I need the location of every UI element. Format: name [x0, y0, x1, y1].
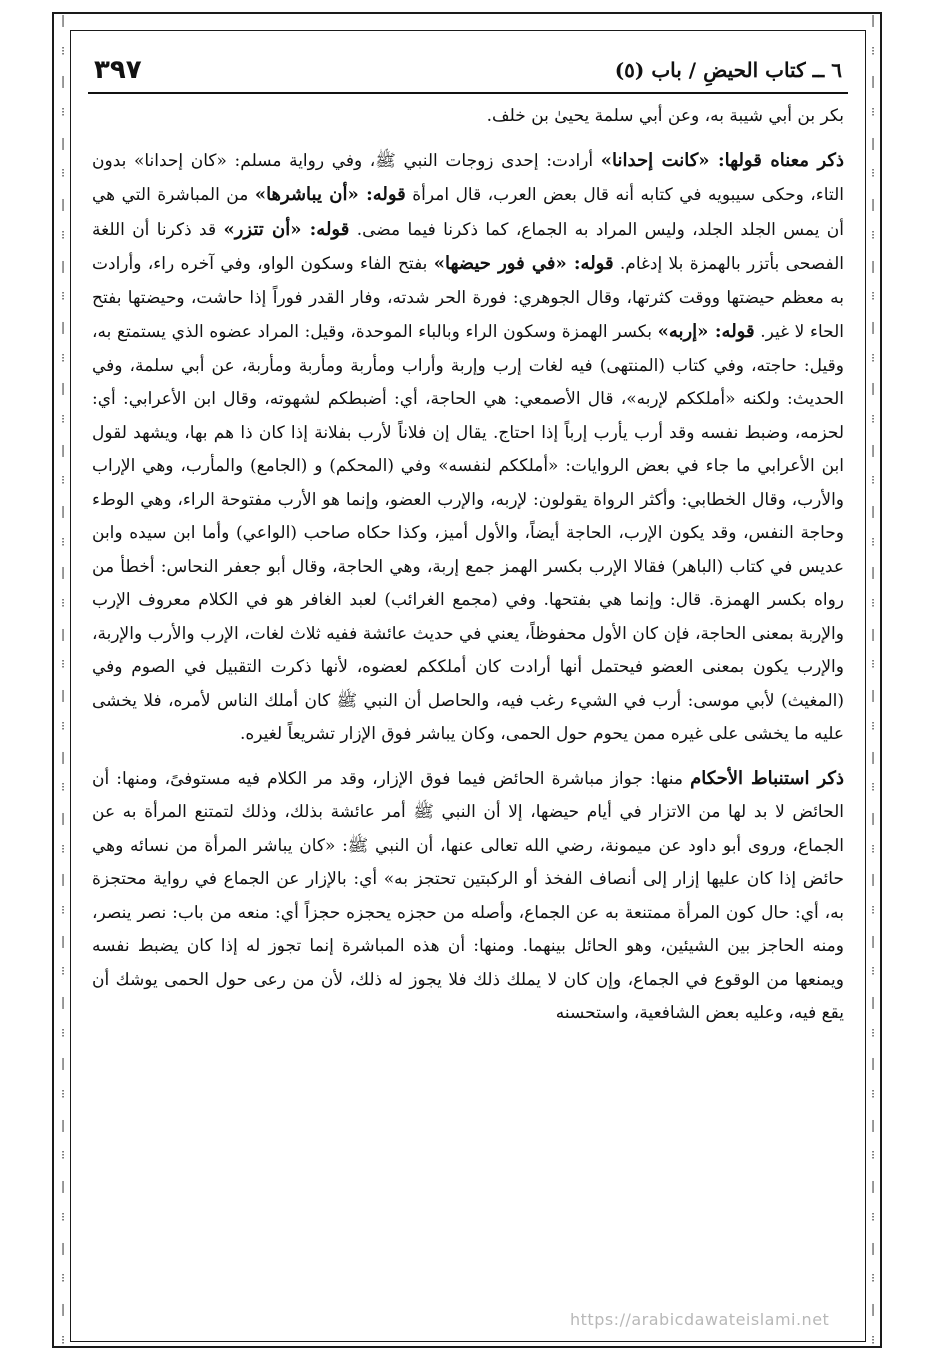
- border-ornament-mark: ❘: [57, 442, 69, 457]
- border-ornament-mark: ⁝: [871, 718, 875, 733]
- border-ornament-mark: ❘: [867, 319, 879, 334]
- border-ornament-mark: ❘: [867, 197, 879, 212]
- text-segment: أرادت: إحدى زوجات النبي ﷺ، وفي رواية مسلم: «كان إحدانا» بدون التاء، وحكى سيبويه في كتابه أنه قال بعض العرب، قال امرأة: [92, 150, 844, 205]
- border-ornament-mark: ❘: [867, 872, 879, 887]
- border-ornament-mark: ❘: [867, 1056, 879, 1071]
- border-ornament-mark: ❘: [57, 504, 69, 518]
- border-ornament-mark: ⁝: [61, 1209, 65, 1224]
- border-ornament-mark: ❘: [57, 810, 69, 825]
- border-ornament-mark: ⁝: [61, 105, 65, 120]
- border-ornament-mark: ⁝: [871, 1209, 875, 1224]
- border-ornament-mark: ❘: [57, 197, 69, 212]
- border-ornament-mark: ⁝: [871, 841, 875, 856]
- paragraph-p2: [92, 144, 844, 752]
- border-ornament-mark: ❘: [867, 381, 879, 396]
- border-ornament-mark: ⁝: [61, 964, 65, 979]
- border-ornament-mark: ⁝: [61, 718, 65, 733]
- border-ornament-mark: ⁝: [871, 350, 875, 365]
- border-ornament-mark: ❘: [57, 1301, 69, 1316]
- border-ornament-mark: ⁝: [871, 105, 875, 120]
- right-border-ornament: [866, 14, 880, 1346]
- border-ornament-mark: ❘: [867, 626, 879, 641]
- heading-keyword: قوله: «أن تتزر»: [223, 218, 350, 240]
- border-ornament-mark: ❘: [867, 688, 879, 703]
- border-ornament-mark: ⁝: [871, 534, 875, 549]
- border-ornament-mark: ⁝: [61, 534, 65, 549]
- border-ornament-mark: ⁝: [61, 657, 65, 672]
- border-ornament-mark: ❘: [57, 319, 69, 334]
- border-ornament-mark: ⁝: [871, 1271, 875, 1286]
- border-ornament-mark: ⁝: [61, 166, 65, 181]
- border-ornament-mark: ⁝: [61, 43, 65, 58]
- border-ornament-mark: ❘: [57, 565, 69, 580]
- left-border-ornament: [56, 14, 70, 1346]
- border-ornament-mark: ❘: [867, 1301, 879, 1316]
- border-ornament-mark: ⁝: [871, 289, 875, 304]
- watermark-url: https://arabicdawateislami.net: [570, 1310, 830, 1329]
- border-ornament-mark: ❘: [867, 1179, 879, 1194]
- border-ornament-mark: ❘: [867, 74, 879, 89]
- border-ornament-mark: ❘: [867, 995, 879, 1009]
- border-ornament-mark: ⁝: [871, 902, 875, 917]
- border-ornament-mark: ⁝: [871, 780, 875, 795]
- border-ornament-mark: ❘: [867, 565, 879, 580]
- border-ornament-mark: ⁝: [871, 657, 875, 672]
- border-ornament-mark: ⁝: [871, 227, 875, 242]
- border-ornament-mark: ⁝: [61, 289, 65, 304]
- border-ornament-mark: ❘: [867, 1240, 879, 1255]
- border-ornament-mark: ❘: [57, 13, 69, 27]
- border-ornament-mark: ⁝: [61, 1087, 65, 1102]
- border-ornament-mark: ⁝: [61, 1332, 65, 1347]
- heading-keyword: ذكر معناه قولها: «كانت إحدانا»: [600, 149, 844, 171]
- border-ornament-mark: ⁝: [871, 1087, 875, 1102]
- border-ornament-mark: ⁝: [871, 1025, 875, 1040]
- heading-keyword: قوله: «في فور حيضها»: [433, 253, 614, 274]
- border-ornament-mark: ⁝: [871, 596, 875, 611]
- border-ornament-mark: ❘: [57, 749, 69, 764]
- text-segment: منها: جواز مباشرة الحائض فيما فوق الإزار، وقد مر الكلام فيه مستوفىً، ومنها: أن الحائض لا بد لها من الاتزار في أيام حيضها، إلا أن النبي ﷺ أمر عائشة بذلك، وذلك لتمتنع المرأة به عن الجماع، وروى أبو داود عن ميمونة، رضي الله تعالى عنها، أن النبي ﷺ: «كان يباشر المرأة من نسائه وهي حائض إذا كان عليها إزار إلى أنصاف الفخذ أو الركبتين تحتجز به» أي: بالإزار عن الجماع في رواية محتجزة به، أي: حال كون المرأة ممتنعة به عن الجماع، وأصله من حجزه يحجزه حجزاً أي: منعه من باب: نصر ينصر، ومنه الحاجز بين الشيئين، وهو الحائل بينهما. ومنها: أن هذه المباشرة إنما تجوز له إذا كان يضبط نفسه ويمنعها من الوقوع في الجماع، وإن كان لا يملك ذلك فلا يجوز له ذلك، لأن من رعى حول الحمى يوشك أن يقع فيه، وعليه بعض الشافعية، واستحسنه: [92, 768, 844, 1023]
- border-ornament-mark: ⁝: [871, 1332, 875, 1347]
- border-ornament-mark: ⁝: [871, 43, 875, 58]
- border-ornament-mark: ❘: [867, 13, 879, 27]
- border-ornament-mark: ⁝: [61, 1271, 65, 1286]
- border-ornament-mark: ❘: [867, 749, 879, 764]
- book-page: [88, 48, 848, 1348]
- border-ornament-mark: ❘: [867, 810, 879, 825]
- border-ornament-mark: ⁝: [61, 473, 65, 488]
- border-ornament-mark: ❘: [867, 258, 879, 273]
- border-ornament-mark: ❘: [57, 381, 69, 396]
- border-ornament-mark: ⁝: [871, 473, 875, 488]
- border-ornament-mark: ⁝: [61, 596, 65, 611]
- border-ornament-mark: ⁝: [61, 902, 65, 917]
- border-ornament-mark: ❘: [867, 135, 879, 150]
- paragraph-p1: [92, 100, 844, 134]
- border-ornament-mark: ⁝: [61, 227, 65, 242]
- border-ornament-mark: ❘: [57, 1240, 69, 1255]
- border-ornament-mark: ⁝: [61, 780, 65, 795]
- text-segment: قد ذكرنا أن اللغة الفصحى بأتزر بالهمزة بلا إدغام.: [92, 219, 844, 274]
- heading-keyword: قوله: «أن يباشرها»: [254, 184, 406, 205]
- border-ornament-mark: ❘: [57, 626, 69, 641]
- border-ornament-mark: ❘: [57, 1056, 69, 1071]
- paragraph-p3: [92, 762, 844, 1031]
- border-ornament-mark: ❘: [867, 933, 879, 948]
- border-ornament-mark: ❘: [57, 1117, 69, 1132]
- border-ornament-mark: ⁝: [871, 1148, 875, 1163]
- border-ornament-mark: ⁝: [61, 411, 65, 426]
- chapter-title: ٦ ــ كتاب الحيضِ / باب (٥): [614, 58, 842, 82]
- heading-keyword: ذكر استنباط الأحكام: [690, 767, 844, 789]
- border-ornament-mark: ❘: [57, 688, 69, 703]
- heading-keyword: قوله: «إربه»: [657, 321, 755, 342]
- border-ornament-mark: ❘: [57, 1179, 69, 1194]
- text-segment: بكسر الهمزة وسكون الراء وبالباء الموحدة، وقيل: المراد عضوه الذي يستمتع به، وقيل: حاجته، وفي كتاب (المنتهى) فيه لغات إرب وإربة وأراب ومأربة ومأربة ومأربة، عن أبي سلمة، وفي الحديث: ولكنه «أملككم لإربه»، قال الأصمعي: هي الحاجة، أي: أضبطكم لشهوته، وقال ابن الأعرابي: أي: لحزمه، وضبط نفسه وقد أرب يأرب إرباً إذا احتاج. يقال إن فلاناً لأرب بفلانة إذا كان ذا هم بها، ويشهد لقول ابن الأعرابي ما جاء في بعض الروايات: «أملككم لنفسه» وفي (المحكم) و (الجامع) والمأرب، وهي الإراب والأرب، وقال الخطابي: وأكثر الرواة يقولون: لإربه، والإرب العضو، وإنما هو الأرب مفتوحة الراء، وهي الوطء وحاجة النفس، وقد يكون الإرب، الحاجة أيضاً، والأول أميز، وكذا حكاه صاحب (الواعي) وأما ابن سيده وابن عديس في كتاب (الباهر) فقالا الإرب بكسر الهمز جمع إربة، وهي الحاجة، وقال أبو جعفر النحاس: أخطأ من رواه بكسر الهمزة. قال: وإنما هي بفتحها. وفي (مجمع الغرائب) لعبد الغافر هو في الكلام معروف الإرب والإربة بمعنى الحاجة، فإن كان الأول محفوظاً، يعني في حديث عائشة ففيه ثلاث لغات، الإرب والأرب والإربة، والإرب يكون بمعنى العضو فيحتمل أنها أرادت كان أملككم لعضوه، لأنها ذكرت التقبيل في الصوم وفي (المغيث) لأبي موسى: أرب في الشيء رغب فيه، والحاصل أن النبي ﷺ كان أملك الناس لأمره، فلا يخشى عليه ما يخشى على غيره ممن يحوم حول الحمى، وكان يباشر فوق الإزار تشريعاً لغيره.: [92, 322, 844, 744]
- border-ornament-mark: ❘: [57, 995, 69, 1009]
- border-ornament-mark: ❘: [57, 135, 69, 150]
- border-ornament-mark: ❘: [867, 504, 879, 518]
- border-ornament-mark: ⁝: [871, 411, 875, 426]
- border-ornament-mark: ⁝: [61, 841, 65, 856]
- border-ornament-mark: ❘: [867, 442, 879, 457]
- border-ornament-mark: ⁝: [61, 1025, 65, 1040]
- border-ornament-mark: ❘: [57, 933, 69, 948]
- text-segment: بفتح الفاء وسكون الواو، وفي آخره راء، وأرادت به معظم حيضتها ووقت كثرتها، وقال الجوهري: فورة الحر شدته، وفار القدر فوراً إذا حاشت، وحيضتها بفتح الحاء لا غير.: [92, 254, 845, 342]
- border-ornament-mark: ⁝: [871, 166, 875, 181]
- border-ornament-mark: ❘: [57, 872, 69, 887]
- border-ornament-mark: ⁝: [871, 964, 875, 979]
- page-header: [88, 48, 848, 94]
- text-segment: من المباشرة التي هي أن يمس الجلد الجلد، وليس المراد به الجماع، كما ذكرنا فيما مضى.: [92, 185, 844, 240]
- text-segment: بكر بن أبي شيبة به، وعن أبي سلمة يحيىٰ بن خلف.: [486, 106, 844, 126]
- border-ornament-mark: ⁝: [61, 350, 65, 365]
- border-ornament-mark: ❘: [57, 74, 69, 89]
- page-number: ٣٩٧: [94, 55, 142, 85]
- border-ornament-mark: ❘: [867, 1117, 879, 1132]
- border-ornament-mark: ⁝: [61, 1148, 65, 1163]
- border-ornament-mark: ❘: [57, 258, 69, 273]
- page-body: [88, 94, 848, 1031]
